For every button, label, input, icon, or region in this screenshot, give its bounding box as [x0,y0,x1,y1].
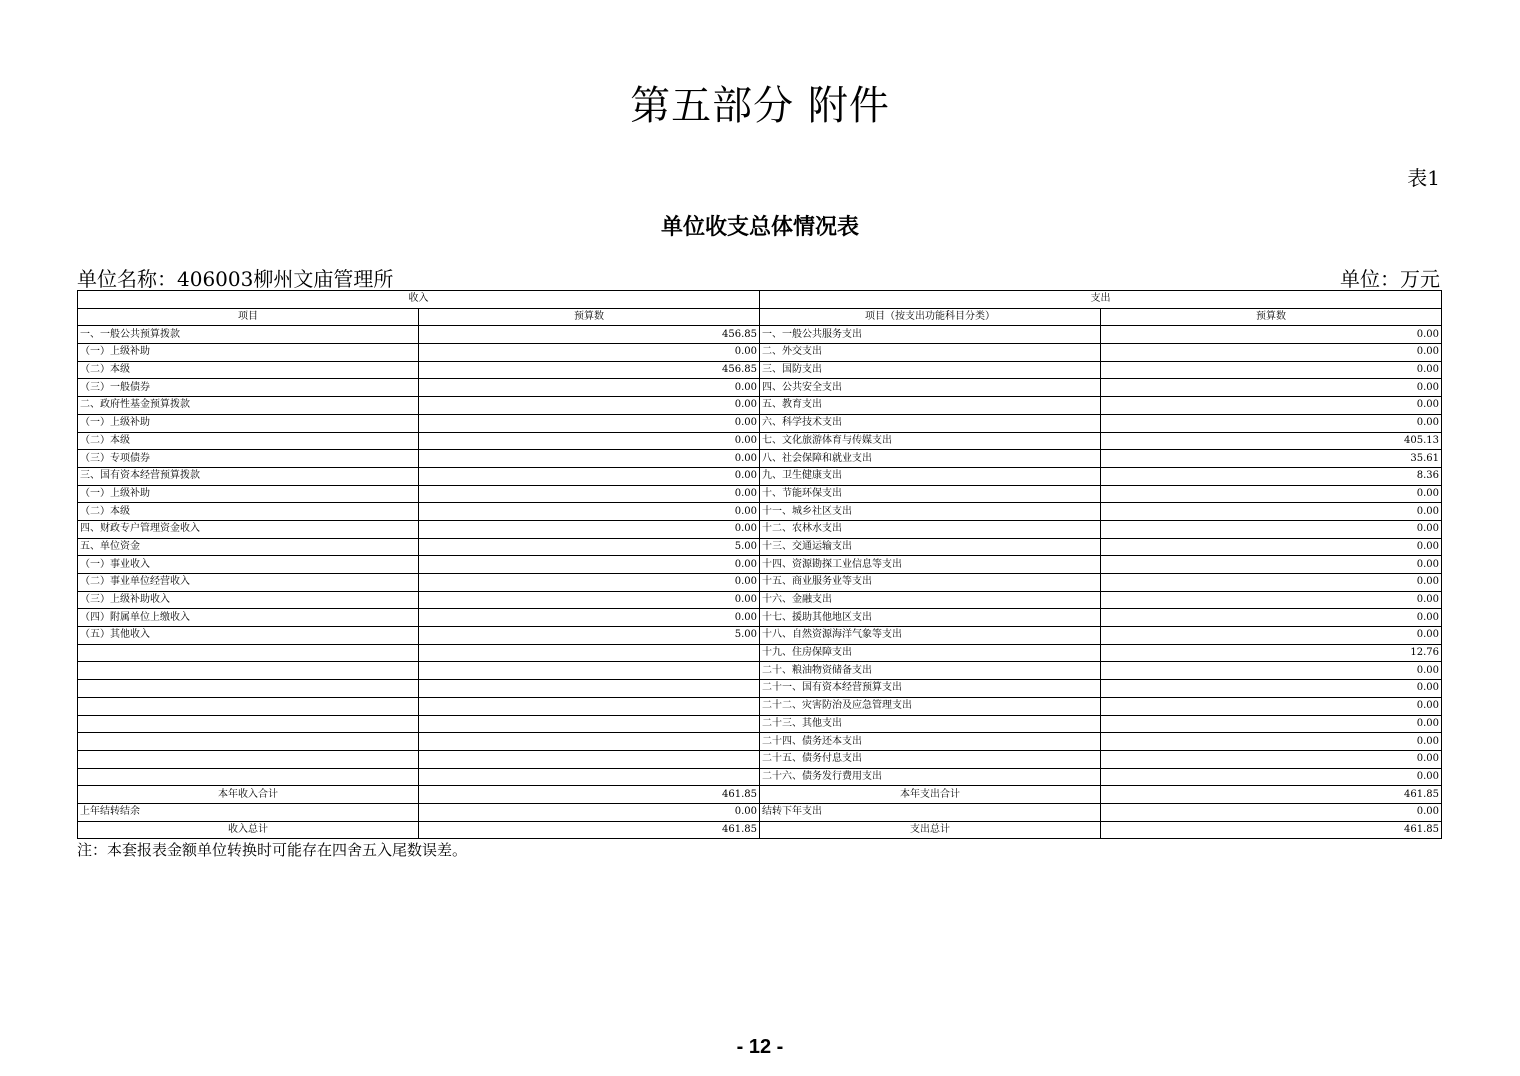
expense-item: 五、教育支出 [760,397,1101,415]
income-value: 0.00 [419,556,760,574]
income-item [78,750,419,768]
column-header-row [78,308,1442,326]
table-row [78,715,1442,733]
expense-item: 四、公共安全支出 [760,379,1101,397]
table-row [78,627,1442,645]
table-row [78,750,1442,768]
expense-value: 0.00 [1101,662,1442,680]
expense-value: 405.13 [1101,432,1442,450]
table-row [78,733,1442,751]
income-item [78,680,419,698]
expense-item: 八、社会保障和就业支出 [760,450,1101,468]
income-item [78,644,419,662]
year-total-row [78,786,1442,804]
expense-header: 支出 [760,291,1442,309]
expense-value: 0.00 [1101,361,1442,379]
table-row [78,503,1442,521]
table-row [78,680,1442,698]
expense-value: 0.00 [1101,379,1442,397]
expense-item: 三、国防支出 [760,361,1101,379]
part-title: 第五部分 附件 [630,83,890,129]
income-item: （三）上级补助收入 [78,591,419,609]
carryover-out: 0.00 [1101,803,1442,821]
income-item: （三）一般债券 [78,379,419,397]
income-item: （二）本级 [78,503,419,521]
expense-item: 十五、商业服务业等支出 [760,574,1101,592]
table-row [78,520,1442,538]
income-item [78,697,419,715]
income-value: 0.00 [419,609,760,627]
expense-item: 十六、金融支出 [760,591,1101,609]
income-item [78,715,419,733]
income-value: 0.00 [419,450,760,468]
table-row [78,432,1442,450]
expense-item: 十三、交通运输支出 [760,538,1101,556]
income-value: 456.85 [419,361,760,379]
table-row [78,414,1442,432]
expense-value: 8.36 [1101,467,1442,485]
carryover-in: 0.00 [419,803,760,821]
income-value: 0.00 [419,574,760,592]
expense-grand: 461.85 [1101,821,1442,839]
income-item: 一、一般公共预算拨款 [78,326,419,344]
col-expense-item: 项目（按支出功能科目分类） [760,308,1101,326]
income-value: 0.00 [419,591,760,609]
expense-value: 0.00 [1101,768,1442,786]
expense-item: 二十三、其他支出 [760,715,1101,733]
page-number: - 12 - [736,1036,784,1058]
income-value: 5.00 [419,538,760,556]
expense-value: 0.00 [1101,326,1442,344]
expense-value: 0.00 [1101,414,1442,432]
income-value: 0.00 [419,344,760,362]
year-expense-total: 461.85 [1101,786,1442,804]
expense-value: 0.00 [1101,344,1442,362]
income-value: 0.00 [419,397,760,415]
expense-value: 0.00 [1101,574,1442,592]
table-row [78,644,1442,662]
table-row [78,591,1442,609]
income-value [419,680,760,698]
table-row [78,326,1442,344]
year-expense-total-label: 本年支出合计 [760,786,1101,804]
budget-table [77,290,1442,839]
expense-value: 0.00 [1101,733,1442,751]
income-item: （三）专项债券 [78,450,419,468]
expense-value: 0.00 [1101,715,1442,733]
carryover-out-label: 结转下年支出 [760,803,1101,821]
expense-item: 十二、农林水支出 [760,520,1101,538]
col-income-budget: 预算数 [419,308,760,326]
table-row [78,538,1442,556]
income-value [419,644,760,662]
expense-item: 十七、援助其他地区支出 [760,609,1101,627]
expense-item: 一、一般公共服务支出 [760,326,1101,344]
table-row [78,697,1442,715]
expense-item: 十八、自然资源海洋气象等支出 [760,627,1101,645]
income-value: 0.00 [419,414,760,432]
table-row [78,467,1442,485]
expense-value: 12.76 [1101,644,1442,662]
expense-item: 二十六、债务发行费用支出 [760,768,1101,786]
table-row [78,768,1442,786]
expense-item: 十九、住房保障支出 [760,644,1101,662]
income-item: （四）附属单位上缴收入 [78,609,419,627]
expense-value: 0.00 [1101,556,1442,574]
income-grand: 461.85 [419,821,760,839]
table-row [78,485,1442,503]
income-item: （二）本级 [78,432,419,450]
year-income-total-label: 本年收入合计 [78,786,419,804]
col-expense-budget: 预算数 [1101,308,1442,326]
table-title: 单位收支总体情况表 [660,215,859,240]
income-item: （二）事业单位经营收入 [78,574,419,592]
carryover-in-label: 上年结转结余 [78,803,419,821]
expense-value: 0.00 [1101,397,1442,415]
expense-item: 二十二、灾害防治及应急管理支出 [760,697,1101,715]
income-item: 二、政府性基金预算拨款 [78,397,419,415]
income-value [419,768,760,786]
income-item: （一）上级补助 [78,414,419,432]
expense-value: 0.00 [1101,680,1442,698]
expense-item: 六、科学技术支出 [760,414,1101,432]
table-row [78,556,1442,574]
income-value [419,733,760,751]
income-value [419,715,760,733]
expense-grand-label: 支出总计 [760,821,1101,839]
expense-item: 十四、资源勘探工业信息等支出 [760,556,1101,574]
income-value: 0.00 [419,503,760,521]
expense-value: 0.00 [1101,538,1442,556]
expense-item: 七、文化旅游体育与传媒支出 [760,432,1101,450]
expense-value: 0.00 [1101,627,1442,645]
income-item [78,662,419,680]
grand-total-row [78,821,1442,839]
currency-unit: 单位：万元 [1340,267,1440,291]
income-value [419,697,760,715]
expense-item: 九、卫生健康支出 [760,467,1101,485]
income-value: 0.00 [419,485,760,503]
table-row [78,361,1442,379]
income-item [78,768,419,786]
table-row [78,609,1442,627]
expense-value: 0.00 [1101,750,1442,768]
income-value: 0.00 [419,467,760,485]
expense-item: 二十四、债务还本支出 [760,733,1101,751]
expense-value: 0.00 [1101,697,1442,715]
expense-value: 0.00 [1101,485,1442,503]
expense-value: 0.00 [1101,520,1442,538]
expense-item: 二十一、国有资本经营预算支出 [760,680,1101,698]
footnote: 注：本套报表金额单位转换时可能存在四舍五入尾数误差。 [77,841,468,859]
income-value [419,662,760,680]
carryover-row [78,803,1442,821]
expense-item: 十一、城乡社区支出 [760,503,1101,521]
income-item: （一）事业收入 [78,556,419,574]
income-value: 5.00 [419,627,760,645]
unit-name: 单位名称：406003柳州文庙管理所 [77,267,394,291]
income-item: （五）其他收入 [78,627,419,645]
expense-item: 十、节能环保支出 [760,485,1101,503]
income-header: 收入 [78,291,760,309]
expense-item: 二十五、债务付息支出 [760,750,1101,768]
income-value: 0.00 [419,520,760,538]
expense-value: 35.61 [1101,450,1442,468]
table-row [78,450,1442,468]
table-number: 表1 [1407,166,1440,190]
income-value: 0.00 [419,379,760,397]
income-value: 456.85 [419,326,760,344]
expense-item: 二、外交支出 [760,344,1101,362]
income-item [78,733,419,751]
table-row [78,662,1442,680]
income-value [419,750,760,768]
year-income-total: 461.85 [419,786,760,804]
expense-value: 0.00 [1101,591,1442,609]
col-income-item: 项目 [78,308,419,326]
expense-value: 0.00 [1101,609,1442,627]
income-item: （一）上级补助 [78,344,419,362]
income-grand-label: 收入总计 [78,821,419,839]
expense-item: 二十、粮油物资储备支出 [760,662,1101,680]
table-row [78,397,1442,415]
income-item: （一）上级补助 [78,485,419,503]
income-item: 三、国有资本经营预算拨款 [78,467,419,485]
expense-value: 0.00 [1101,503,1442,521]
table-row [78,344,1442,362]
income-item: （二）本级 [78,361,419,379]
table-row [78,574,1442,592]
table-row [78,379,1442,397]
income-item: 五、单位资金 [78,538,419,556]
income-item: 四、财政专户管理资金收入 [78,520,419,538]
income-value: 0.00 [419,432,760,450]
section-header-row [78,291,1442,309]
